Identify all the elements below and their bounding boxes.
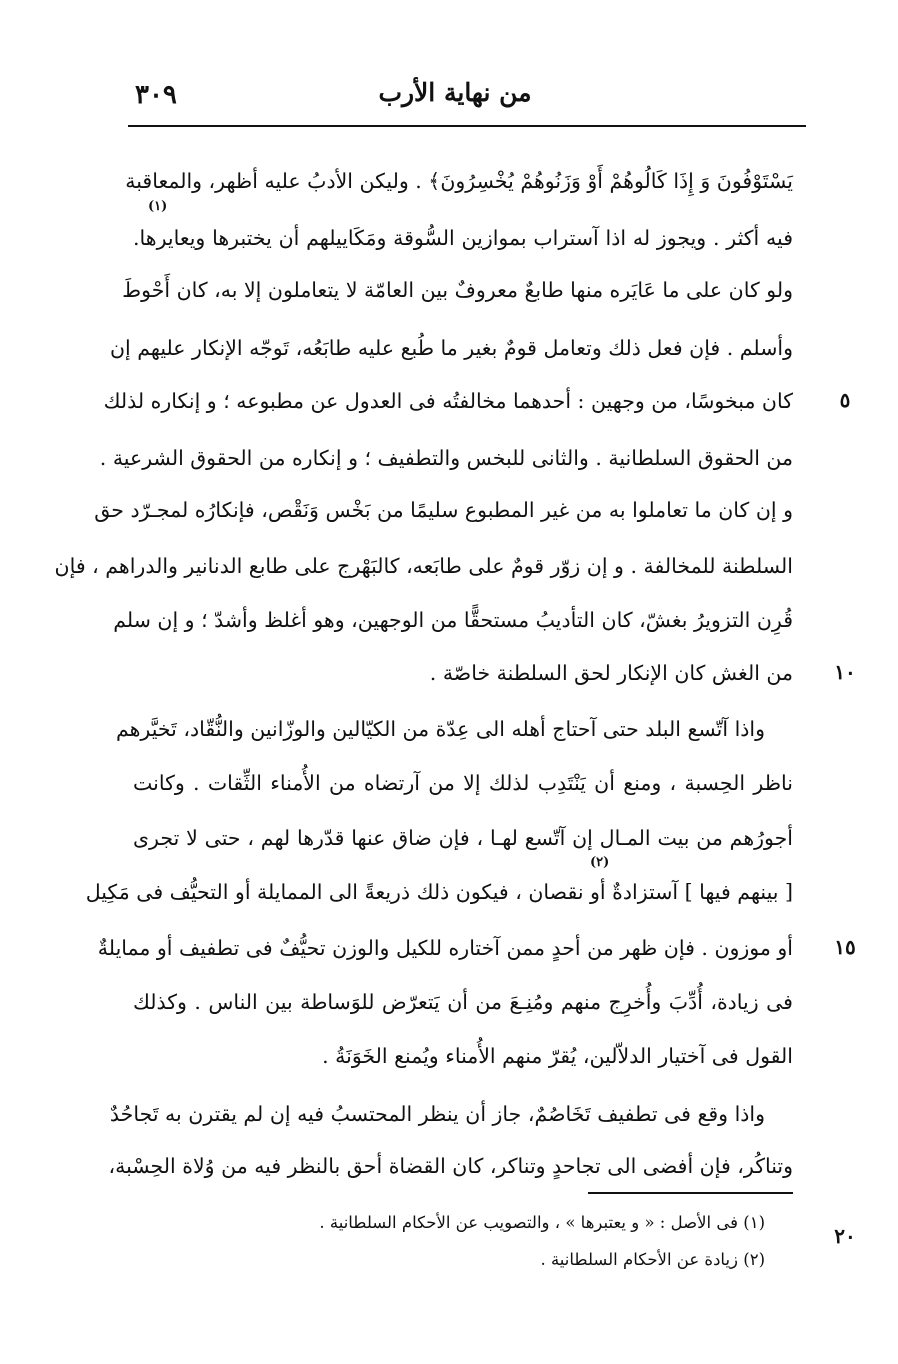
running-header-title: من نهاية الأرب xyxy=(378,78,532,107)
text-line: فيه أكثر . ويجوز له اذا آستراب بموازين السُّوقة ومَكَاييلهم أن يختبرها ويعايرها. xyxy=(133,226,793,250)
header-divider xyxy=(128,125,806,127)
text-line: أو موزون . فإن ظهر من أحدٍ ممن آختاره للكيل والوزن تحيُّفٌ فى تطفيف أو ممايلةٌ xyxy=(97,936,793,960)
text-line: وأسلم . فإن فعل ذلك وتعامل قومٌ بغير ما طُبع عليه طابَعُه، تَوجّه الإنكار عليهم إن xyxy=(109,336,793,360)
text-line: من الحقوق السلطانية . والثانى للبخس والتطفيف ؛ و إنكاره من الحقوق الشرعية . xyxy=(99,446,793,470)
text-line: يَسْتَوْفُونَ وَ إِذَا كَالُوهُمْ أَوْ وَزَنُوهُمْ يُخْسِرُونَ﴾ . وليكن الأدبُ عليه أظهر، والمعاقبة xyxy=(125,169,793,193)
text-line: واذا آتّسع البلد حتى آحتاج أهله الى عِدّة من الكيّالين والوزّانين والنُّقّاد، تَخيَّرهم xyxy=(115,717,765,741)
text-line: السلطنة للمخالفة . و إن زوّر قومٌ على طابَعه، كالبَهْرج على طابع الدنانير والدراهم ، فإن xyxy=(54,554,793,578)
text-line: [ بينهم فيها ] آستزادةٌ أو نقصان ، فيكون ذلك ذريعةً الى الممايلة أو التحيُّف فى مَكِيل xyxy=(85,880,793,904)
text-line: ولو كان على ما عَايَره منها طابعٌ معروفٌ بين العامّة لا يتعاملون إلا به، كان أَحْوطَ xyxy=(122,278,793,302)
footnote-marker: (٢) xyxy=(590,855,610,870)
margin-line-number: ١٠ xyxy=(834,660,856,684)
footnote-marker: (١) xyxy=(148,199,168,214)
margin-line-number: ٢٠ xyxy=(834,1224,856,1248)
page-number: ٣٠٩ xyxy=(135,80,177,110)
footnote: (٢) زيادة عن الأحكام السلطانية . xyxy=(540,1250,765,1269)
text-line: أجورُهم من بيت المـال إن آتّسع لهـا ، فإن ضاق عنها قدّرها لهم ، حتى لا تجرى xyxy=(133,826,793,850)
text-line: و إن كان ما تعاملوا به من غير المطبوع سليمًا من بَخْس وَنَقْص، فإنكارُه لمجـرّد حق xyxy=(94,498,793,522)
footnote: (١) فى الأصل : « و يعتبرها » ، والتصويب عن الأحكام السلطانية . xyxy=(319,1213,765,1232)
text-line: القول فى آختيار الدلاّلين، يُقرّ منهم الأُمناء ويُمنع الخَوَنَةُ . xyxy=(322,1044,793,1068)
text-line: فى زيادة، أُدِّبَ وأُخرِج منهم ومُنِـعَ من أن يَتعرّض للوَساطة بين الناس . وكذلك xyxy=(133,990,793,1014)
text-line: من الغش كان الإنكار لحق السلطنة خاصّة . xyxy=(429,661,793,685)
text-line: ناظر الحِسبة ، ومنع أن يَنْتَدِب لذلك إلا من آرتضاه من الأُمناء الثِّقات . وكانت xyxy=(133,771,793,795)
margin-line-number: ١٥ xyxy=(834,935,856,959)
margin-line-number: ٥ xyxy=(839,388,851,412)
footnote-divider xyxy=(588,1192,793,1194)
text-line: واذا وقع فى تطفيف تَخَاصُمٌ، جاز أن ينظر المحتسبُ فيه إن لم يقترن به تَجاحُدٌ xyxy=(109,1102,765,1126)
text-line: وتناكُر، فإن أفضى الى تجاحدٍ وتناكر، كان القضاة أحق بالنظر فيه من وُلاة الحِسْبة، xyxy=(108,1154,793,1178)
text-line: قُرِن التزويرُ بغشّ، كان التأديبُ مستحقًّا من الوجهين، وهو أغلظ وأشدّ ؛ و إن سلم xyxy=(113,608,793,632)
text-line: كان مبخوسًا، من وجهين : أحدهما مخالفتُه فى العدول عن مطبوعه ؛ و إنكاره لذلك xyxy=(103,389,793,413)
